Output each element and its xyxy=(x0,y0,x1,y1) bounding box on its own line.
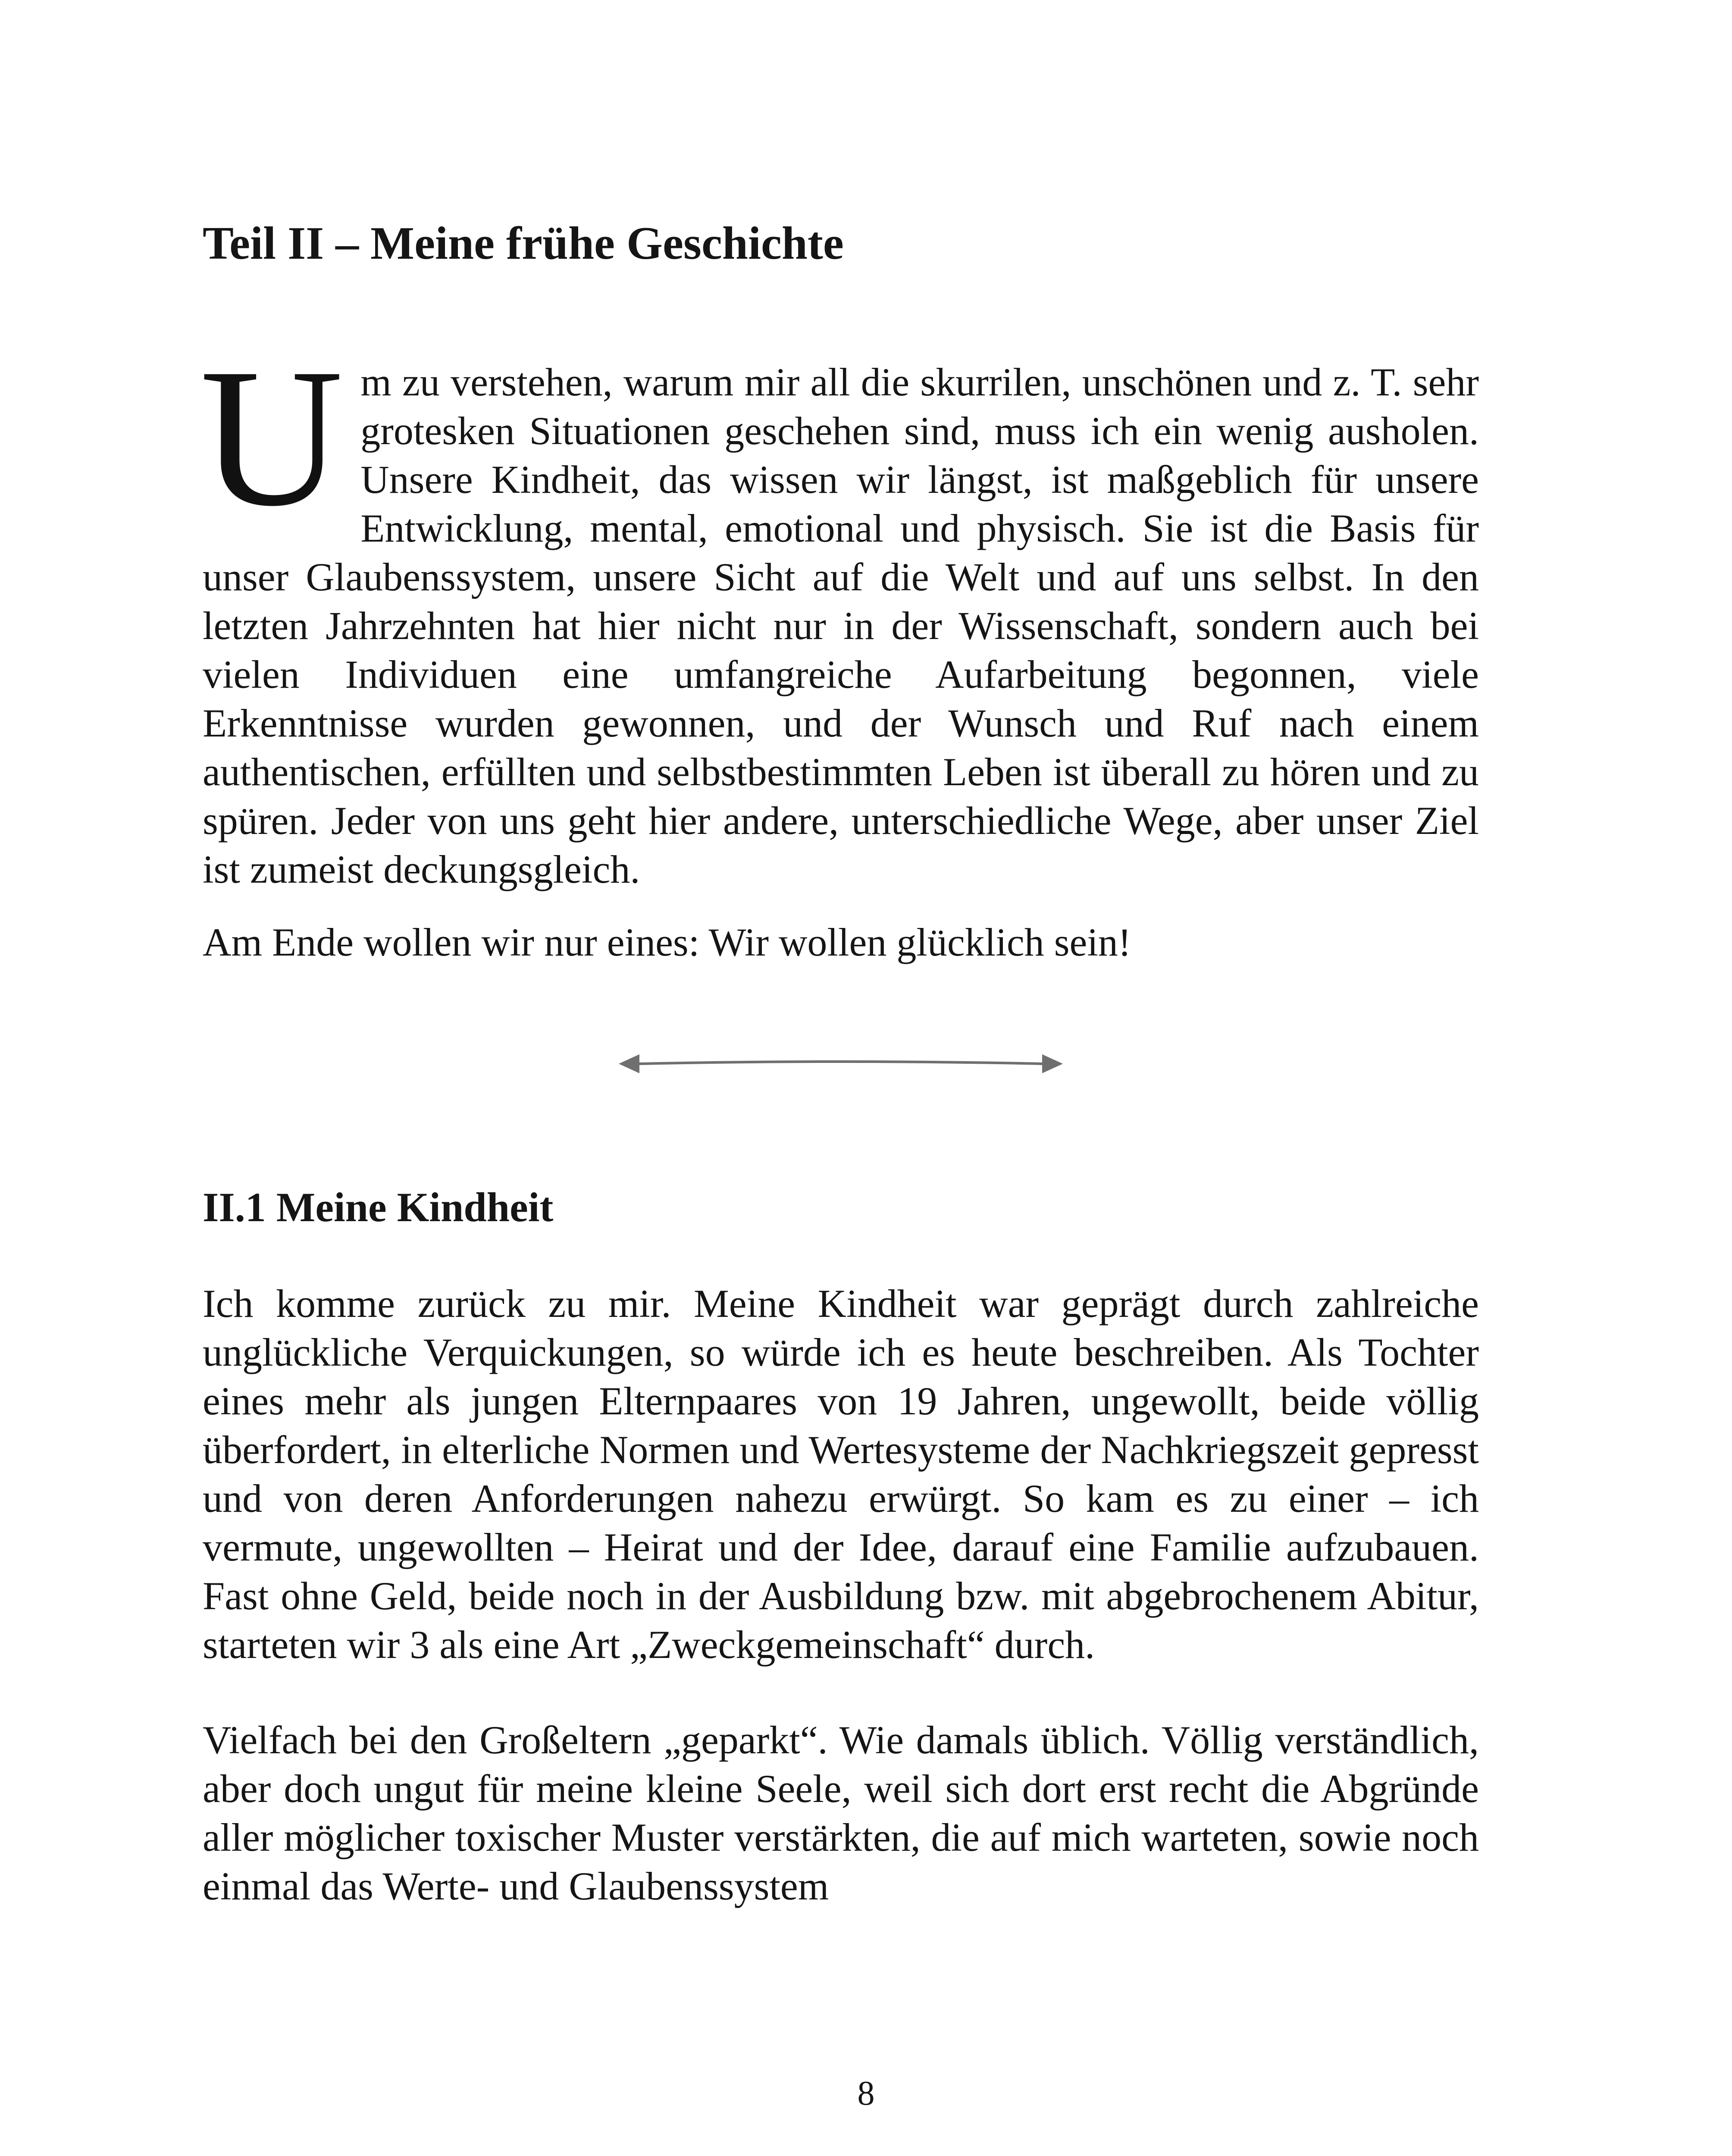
double-arrow-divider-icon xyxy=(619,1049,1063,1079)
chapter-title: Teil II – Meine frühe Geschichte xyxy=(203,218,844,269)
intro-paragraph xyxy=(200,327,1479,894)
intro-closing-line: Am Ende wollen wir nur eines: Wir wollen glücklich sein! xyxy=(203,920,1131,964)
section-title: II.1 Meine Kindheit xyxy=(203,1184,554,1230)
page-content xyxy=(200,216,1479,1911)
page-number: 8 xyxy=(857,2075,875,2112)
intro-paragraph-text: m zu verstehen, warum mir all die skurrilen, unschönen und z. T. sehr grotesken Situationen geschehen sind, muss ich ein wenig ausholen. Unsere Kindheit, das wissen wir längst, ist maßgeblich für unsere Entwicklung, mental, emotional und physisch. Sie ist die Basis für unser Glaubenssystem, unsere Sicht auf die Welt und auf uns selbst. In den letzten Jahrzehnten hat hier nicht nur in der Wissenschaft, sondern auch bei vielen Individuen eine umfangreiche Aufarbeitung begonnen, viele Erkenntnisse wurden gewonnen, und der Wunsch und Ruf nach einem authentischen, erfüllten und selbstbestimmten Leben ist überall zu hören und zu spüren. Jeder von uns geht hier andere, unterschiedliche Wege, aber unser Ziel ist zumeist deckungsgleich. xyxy=(203,360,1479,891)
section-paragraph: Ich komme zurück zu mir. Meine Kindheit war geprägt durch zahlreiche unglückliche Verquickungen, so würde ich es heute beschreiben. Als Tochter eines mehr als jungen Elternpaares von 19 Jahren, ungewollt, beide völlig überfordert, in elterliche Normen und Wertesysteme der Nachkriegszeit gepresst und von deren Anforderungen nahezu erwürgt. So kam es zu einer – ich vermute, ungewollten – Heirat und der Idee, darauf eine Familie aufzubauen. Fast ohne Geld, beide noch in der Ausbildung bzw. mit abgebrochenem Abitur, starteten wir 3 als eine Art „Zweckgemeinschaft“ durch. xyxy=(203,1281,1479,1667)
section-paragraph: Vielfach bei den Großeltern „geparkt“. Wie damals üblich. Völlig verständlich, aber doch ungut für meine kleine Seele, weil sich dort erst recht die Abgründe aller möglicher toxischer Muster verstärkten, die auf mich warteten, sowie noch einmal das Werte- und Glaubenssystem xyxy=(203,1717,1479,1908)
drop-cap: U xyxy=(200,327,344,547)
